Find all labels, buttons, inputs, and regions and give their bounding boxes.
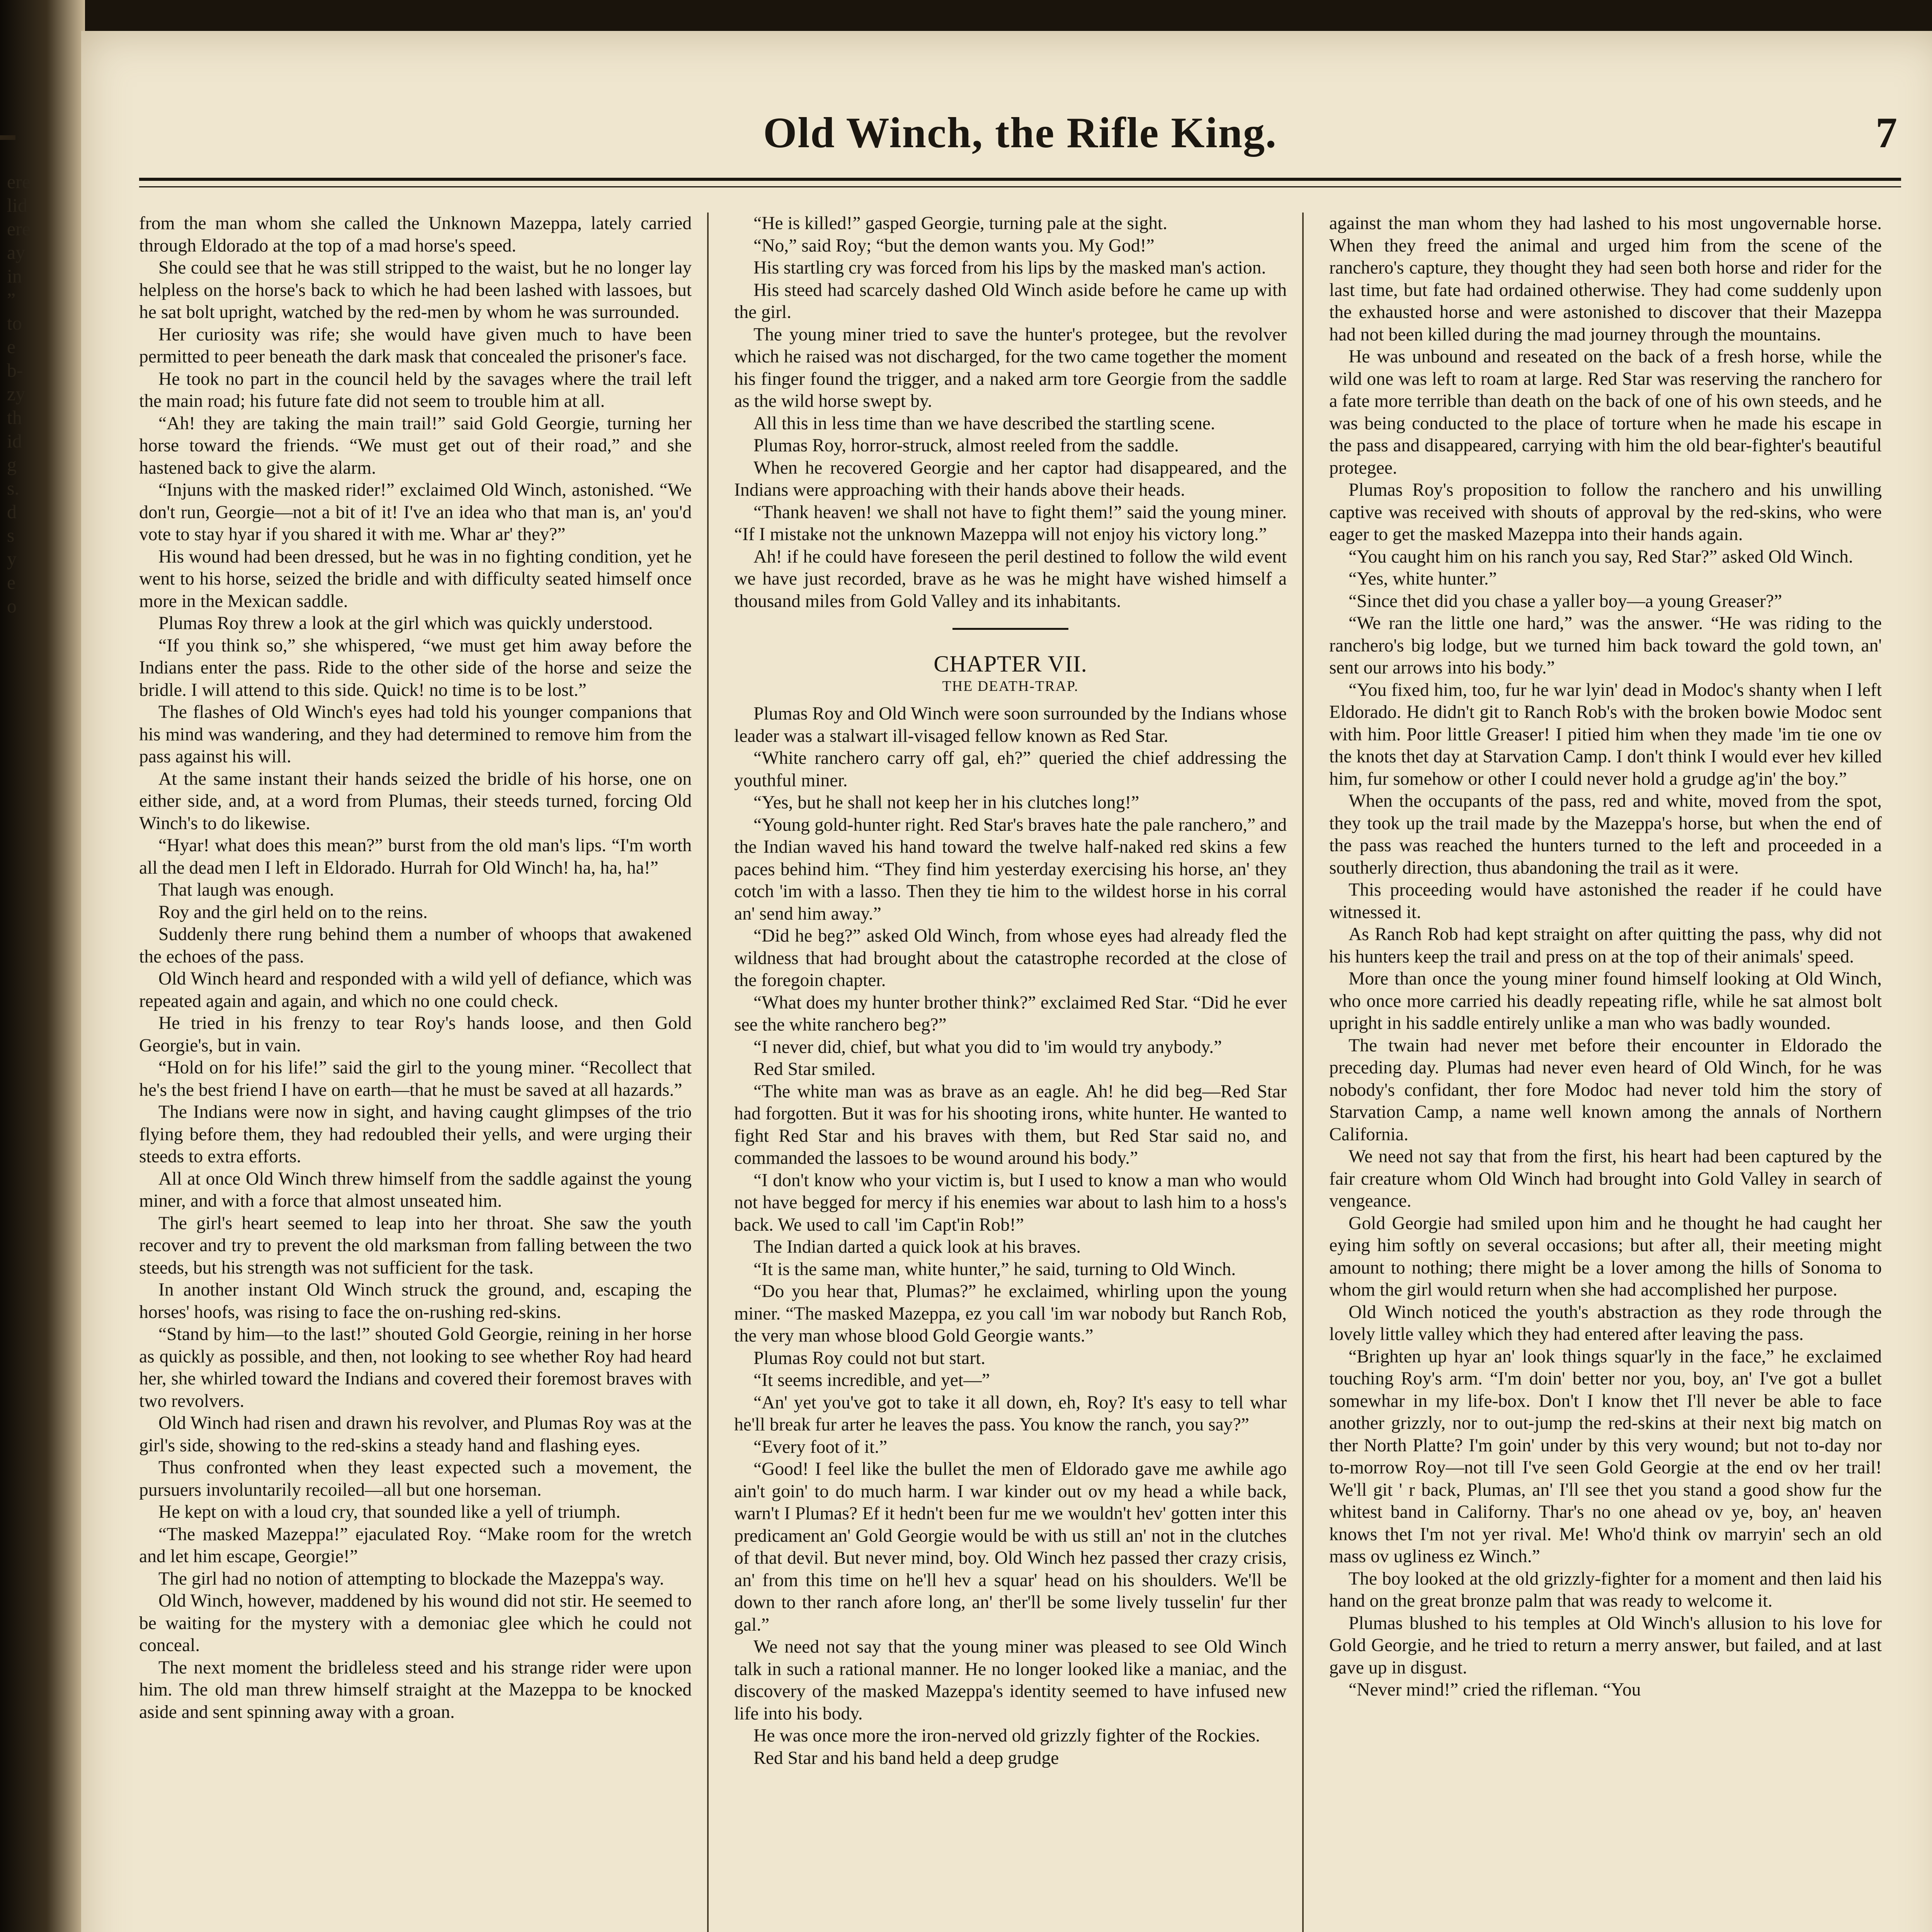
- paragraph: Gold Georgie had smiled upon him and he thought he had caught her eying him softly on several occasions; but after all, their meeting might amount to nothing; there might be a lover among the hills of Sonoma to whom the girl would return when she had accomplished her purpose.: [1329, 1213, 1882, 1300]
- paragraph: We need not say that the young miner was pleased to see Old Winch talk in such a rational manner. He no longer looked like a maniac, and the discovery of the masked Mazeppa's identity seemed to have infused new life into his body.: [734, 1637, 1287, 1724]
- paragraph: “Did he beg?” asked Old Winch, from whose eyes had already fled the wildness that had brought about the catastrophe recorded at the close of the foregoin chapter.: [734, 926, 1287, 990]
- paragraph: “No,” said Roy; “but the demon wants you. My God!”: [753, 235, 1155, 256]
- paragraph: The Indian darted a quick look at his braves.: [753, 1237, 1081, 1257]
- paragraph: More than once the young miner found himself looking at Old Winch, who once more carried his deadly repeating rifle, while he sat almost bolt upright in his saddle entirely unlike a man who was badly wounded.: [1329, 969, 1882, 1033]
- paragraph: “Hold on for his life!” said the girl to the young miner. “Recollect that he's the best friend I have on earth—that he must be saved at all hazards.”: [139, 1058, 692, 1100]
- header-rule: [139, 178, 1901, 187]
- page-number: 7: [1876, 109, 1897, 157]
- paragraph: The flashes of Old Winch's eyes had told his younger companions that his mind was wandering, and they had determined to remove him from the pass against his will.: [139, 702, 692, 767]
- paragraph: When he recovered Georgie and her captor had disappeared, and the Indians were approaching with their hands above their heads.: [734, 457, 1287, 500]
- left-page-fragment: to: [7, 312, 22, 334]
- paragraph: The twain had never met before their encounter in Eldorado the preceding day. Plumas had never even heard of Old Winch, for he was nobody's confidant, ther fore Modoc had never told him the story of Starvation Camp, a name well known among the annals of Northern California.: [1329, 1035, 1882, 1145]
- column-rule: [1302, 213, 1304, 1932]
- paragraph: “Hyar! what does this mean?” burst from the old man's lips. “I'm worth all the dead men I left in Eldorado. Hurrah for Old Winch! ha, ha, ha!”: [139, 835, 692, 878]
- text-column-3: [1329, 213, 1882, 1932]
- left-page-fragment: b-: [7, 359, 23, 381]
- left-page-fragment: e: [7, 336, 16, 357]
- paragraph: Old Winch had risen and drawn his revolver, and Plumas Roy was at the girl's side, showing to the red-skins a steady hand and flashing eyes.: [139, 1413, 692, 1456]
- paragraph: “I never did, chief, but what you did to 'im would try anybody.”: [753, 1037, 1222, 1057]
- paragraph: He was unbound and reseated on the back of a fresh horse, while the wild one was left to roam at large. Red Star was reserving the ranchero for a fate more terrible than death on the back of one of his own steeds, and he was being conducted to the place of torture when he made his escape in the pass and disappeared, carrying with him the old bear-fighter's beautiful protegee.: [1329, 347, 1882, 478]
- paragraph: Old Winch noticed the youth's abstraction as they rode through the lovely little valley which they had entered after leaving the pass.: [1329, 1302, 1882, 1344]
- paragraph: The young miner tried to save the hunter's protegee, but the revolver which he raised was not discharged, for the two came together the moment his finger found the trigger, and a naked arm tore Georgie from the saddle as the wild horse swept by.: [734, 324, 1287, 411]
- paragraph: Suddenly there rung behind them a number of whoops that awakened the echoes of the pass.: [139, 924, 692, 967]
- paragraph: “You fixed him, too, fur he war lyin' dead in Modoc's shanty when I left Eldorado. He didn't git to Ranch Rob's with the broken bowie Modoc sent with him. Poor little Greaser! I pitied him when they made 'im tie one ov the knots thet day at Starvation Camp. I don't think I would ever hev killed him, fur somehow or other I could never hold a grudge ag'in' the boy.”: [1329, 680, 1882, 789]
- text-column-1: [139, 213, 692, 1932]
- paragraph: Plumas Roy, horror-struck, almost reeled from the saddle.: [753, 435, 1179, 456]
- paragraph: Ah! if he could have foreseen the peril destined to follow the wild event we have just recorded, brave as he was he might have wished himself a thousand miles from Gold Valley and its inhabitants.: [734, 546, 1287, 611]
- paragraph: The next moment the bridleless steed and his strange rider were upon him. The old man threw himself straight at the Mazeppa to be knocked aside and sent spinning away with a groan.: [139, 1657, 692, 1722]
- paragraph: That laugh was enough.: [158, 880, 334, 900]
- paragraph: “Thank heaven! we shall not have to fight them!” said the young miner. “If I mistake not the unknown Mazeppa will not enjoy his victory long.”: [734, 502, 1287, 544]
- paragraph: against the man whom they had lashed to his most ungovernable horse. When they freed the animal and urged him from the scene of the ranchero's capture, they thought they had seen both horse and rider for the last time, but fate had ordained otherwise. They had come suddenly upon the exhausted horse and were astonished to discover that their Mazeppa had not been killed during the mad journey through the mountains.: [1329, 213, 1882, 345]
- column-2-chapter-paragraphs: [734, 703, 1287, 1769]
- left-page-fragment: id: [7, 430, 22, 452]
- paragraph: Plumas Roy threw a look at the girl which was quickly understood.: [158, 613, 653, 633]
- paragraph: “I don't know who your victim is, but I used to know a man who would not have begged for mercy if his enemies war about to lash him to a hoss's back. We used to call 'im Capt'in Rob!”: [734, 1170, 1287, 1235]
- paragraph: Her curiosity was rife; she would have given much to have been permitted to peer beneath the dark mask that concealed the prisoner's face.: [139, 324, 692, 367]
- paragraph: The girl's heart seemed to leap into her throat. She saw the youth recover and try to prevent the old marksman from falling between the two steeds, but his strength was not sufficient for the task.: [139, 1213, 692, 1278]
- left-page-fragment: th: [7, 406, 22, 428]
- paragraph: “We ran the little one hard,” was the answer. “He was riding to the ranchero's big lodge, but we turned him back toward the gold town, an' sent our arrows into his body.”: [1329, 613, 1882, 678]
- paragraph: “If you think so,” she whispered, “we must get him away before the Indians enter the pass. Ride to the other side of the horse and seize the bridle. I will attend to this side. Quick! no time is to be lost.”: [139, 635, 692, 700]
- paragraph: “Do you hear that, Plumas?” he exclaimed, whirling upon the young miner. “The masked Mazeppa, ez you call 'im war nobody but Ranch Rob, the very man whose blood Gold Georgie wants.”: [734, 1281, 1287, 1346]
- left-page-fragment: e: [7, 571, 16, 593]
- left-page-fragment: zy: [7, 383, 26, 405]
- paragraph: “Ah! they are taking the main trail!” said Gold Georgie, turning her horse toward the friends. “We must get out of their road,” and she hastened back to give the alarm.: [139, 413, 692, 478]
- paragraph: He tried in his frenzy to tear Roy's hands loose, and then Gold Georgie's, but in vain.: [139, 1013, 692, 1056]
- paragraph: Red Star smiled.: [753, 1059, 876, 1079]
- paragraph: His wound had been dressed, but he was in no fighting condition, yet he went to his horse, seized the bridle and with difficulty seated himself once more in the Mexican saddle.: [139, 546, 692, 611]
- page-sheet: [81, 31, 1932, 1932]
- chapter-separator: [952, 628, 1068, 630]
- paragraph: “Since thet did you chase a yaller boy—a young Greaser?”: [1349, 591, 1782, 611]
- paragraph: The Indians were now in sight, and having caught glimpses of the trio flying before them, they had redoubled their yells, and were urging their steeds to extra efforts.: [139, 1102, 692, 1167]
- column-2-paragraphs: [734, 213, 1287, 612]
- paragraph: Thus confronted when they least expected such a movement, the pursuers involuntarily recoiled—all but one horseman.: [139, 1458, 692, 1500]
- left-page-rule-fragment: [0, 135, 15, 140]
- chapter-title: CHAPTER VII.: [934, 651, 1087, 677]
- paragraph: “Yes, white hunter.”: [1349, 569, 1497, 589]
- paragraph: His steed had scarcely dashed Old Winch aside before he came up with the girl.: [734, 280, 1287, 322]
- paragraph: All at once Old Winch threw himself from the saddle against the young miner, and with a force that almost unseated him.: [139, 1168, 692, 1211]
- left-page-fragment: ”: [7, 289, 16, 310]
- running-title: Old Winch, the Rifle King.: [763, 109, 1277, 157]
- paragraph: “The masked Mazeppa!” ejaculated Roy. “Make room for the wretch and let him escape, Georgie!”: [139, 1524, 692, 1566]
- paragraph: She could see that he was still stripped to the waist, but he no longer lay helpless on the horse's back to which he had been lashed with lassoes, but he sat bolt upright, watched by the red-men by whom he was surrounded.: [139, 258, 692, 322]
- left-page-fragment: in: [7, 265, 22, 287]
- paragraph: “Brighten up hyar an' look things squar'ly in the face,” he exclaimed touching Roy's arm. “I'm doin' better nor you, boy, an' I've got a bullet somewhar in my life-box. Don't I know thet I'll never be able to face another grizzly, nor to out-jump the red-skins at their next big match on ther North Platte? I'm goin' under by this very wound; but not to-day nor to-morrow Roy—not till I've seen Gold Georgie at the end ov her trail! We'll git ' r back, Plumas, an' I'll see thet you stand a good show fur the whitest band in Californy. Thar's no one ahead ov ye, boy, an' heaven knows thet I'm not yer rival. Me! Who'd think ov marryin' sech an old mass ov ugliness ez Winch.”: [1329, 1346, 1882, 1566]
- paragraph: “White ranchero carry off gal, eh?” queried the chief addressing the youthful miner.: [734, 748, 1287, 791]
- left-page-fragment: d: [7, 501, 17, 522]
- paragraph: “It is the same man, white hunter,” he said, turning to Old Winch.: [753, 1259, 1236, 1279]
- paragraph: “Never mind!” cried the rifleman. “You: [1349, 1680, 1641, 1700]
- paragraph: Roy and the girl held on to the reins.: [158, 902, 428, 922]
- paragraph: “Good! I feel like the bullet the men of Eldorado gave me awhile ago ain't goin' to do much harm. I war kinder out ov my head a while back, warn't I Plumas? Ef it hedn't been fur me we wouldn't hev' gotten inter this predicament an' Gold Georgie would be with us still an' not in the clutches of that devil. But never mind, boy. Old Winch hez passed ther crazy crisis, an' from this time on he'll hev a squar' head on his shoulders. We'll be down to ther ranch afore long, an' ther'll be some lively tusselin' fur ther gal.”: [734, 1459, 1287, 1635]
- paragraph: He kept on with a loud cry, that sounded like a yell of triumph.: [158, 1502, 621, 1522]
- left-page-fragment: g: [7, 454, 17, 475]
- left-page-fragment: y: [7, 548, 17, 570]
- paragraph: Plumas Roy and Old Winch were soon surrounded by the Indians whose leader was a stalwart ill-visaged fellow known as Red Star.: [734, 704, 1287, 746]
- paragraph: All this in less time than we have described the startling scene.: [753, 413, 1215, 434]
- left-page-fragment: s: [7, 524, 15, 546]
- paragraph: “He is killed!” gasped Georgie, turning pale at the sight.: [753, 213, 1167, 233]
- paragraph: When the occupants of the pass, red and white, moved from the spot, they took up the trail made by the Mazeppa's horse, but when the end of the pass was reached the hunters turned to the left and proceeded in a southerly direction, thus abandoning the trail as it were.: [1329, 791, 1882, 878]
- paragraph: “Every foot of it.”: [753, 1437, 888, 1457]
- paragraph: Plumas Roy's proposition to follow the ranchero and his unwilling captive was received with shouts of approval by the red-skins, who were eager to get the masked Mazeppa into their hands again.: [1329, 480, 1882, 544]
- paragraph: He was once more the iron-nerved old grizzly fighter of the Rockies.: [753, 1726, 1260, 1746]
- left-page-text-fragments: [7, 170, 73, 618]
- paragraph: from the man whom she called the Unknown Mazeppa, lately carried through Eldorado at the top of a mad horse's speed.: [139, 213, 692, 256]
- paragraph: Old Winch, however, maddened by his wound did not stir. He seemed to be waiting for the mystery with a demoniac glee which he could not conceal.: [139, 1591, 692, 1655]
- paragraph: Plumas blushed to his temples at Old Winch's allusion to his love for Gold Georgie, and he tried to return a merry answer, but failed, and at last gave up in disgust.: [1329, 1613, 1882, 1678]
- chapter-subtitle: THE DEATH-TRAP.: [942, 678, 1079, 694]
- left-page-fragment: ay: [7, 242, 26, 263]
- paragraph: This proceeding would have astonished the reader if he could have witnessed it.: [1329, 880, 1882, 922]
- paragraph: “You caught him on his ranch you say, Red Star?” asked Old Winch.: [1349, 546, 1853, 567]
- left-page-fragment: lid: [7, 194, 27, 216]
- paragraph: At the same instant their hands seized the bridle of his horse, one on either side, and, at a word from Plumas, their steeds turned, forcing Old Winch's to do likewise.: [139, 769, 692, 833]
- page-header: [139, 108, 1901, 182]
- left-page-fragment: s.: [7, 477, 19, 499]
- paragraph: As Ranch Rob had kept straight on after quitting the pass, why did not his hunters keep the trail and press on at the top of their animals' speed.: [1329, 924, 1882, 967]
- left-page-fragment: ere: [7, 218, 31, 240]
- left-page-fragment: ere: [7, 171, 31, 192]
- paragraph: The girl had no notion of attempting to blockade the Mazeppa's way.: [158, 1568, 664, 1589]
- paragraph: “What does my hunter brother think?” exclaimed Red Star. “Did he ever see the white ranchero beg?”: [734, 992, 1287, 1035]
- text-column-2: [734, 213, 1287, 1932]
- paragraph: Red Star and his band held a deep grudge: [753, 1748, 1059, 1768]
- paragraph: “Stand by him—to the last!” shouted Gold Georgie, reining in her horse as quickly as possible, and then, not looking to see whether Roy had heard her, she whirled toward the Indians and covered their foremost braves with two revolvers.: [139, 1324, 692, 1411]
- paragraph: His startling cry was forced from his lips by the masked man's action.: [753, 258, 1266, 278]
- paragraph: “Injuns with the masked rider!” exclaimed Old Winch, astonished. “We don't run, Georgie—not a bit of it! I've an idea who that man is, an' you'd vote to stay hyar if you shared it with me. Whar ar' they?”: [139, 480, 692, 544]
- paragraph: We need not say that from the first, his heart had been captured by the fair creature whom Old Winch had brought into Gold Valley in search of vengeance.: [1329, 1146, 1882, 1211]
- paragraph: In another instant Old Winch struck the ground, and, escaping the horses' hoofs, was rising to face the on-rushing red-skins.: [139, 1280, 692, 1322]
- paragraph: “The white man was as brave as an eagle. Ah! he did beg—Red Star had forgotten. But it was for his shooting irons, white hunter. He wanted to fight Red Star and his braves with them, but Red Star said no, and commanded the lassoes to be wound around his body.”: [734, 1081, 1287, 1168]
- paragraph: “Yes, but he shall not keep her in his clutches long!”: [753, 793, 1139, 813]
- paragraph: Plumas Roy could not but start.: [753, 1348, 986, 1368]
- paragraph: “An' yet you've got to take it all down, eh, Roy? It's easy to tell whar he'll break fur arter he leaves the pass. You know the ranch, you say?”: [734, 1392, 1287, 1435]
- paragraph: He took no part in the council held by the savages where the trail left the main road; his future fate did not seem to trouble him at all.: [139, 369, 692, 411]
- paragraph: “Young gold-hunter right. Red Star's braves hate the pale ranchero,” and the Indian waved his hand toward the twelve half-naked red skins a few paces behind him. “They find him yesterday exercising his horse, an' they cotch 'im with a lasso. Then they tie him to the wildest horse in his corral an' send him away.”: [734, 815, 1287, 924]
- paragraph: The boy looked at the old grizzly-fighter for a moment and then laid his hand on the great bronze palm that was ready to welcome it.: [1329, 1568, 1882, 1611]
- left-page-fragment: o: [7, 595, 17, 617]
- paragraph: Old Winch heard and responded with a wild yell of defiance, which was repeated again and again, and which no one could check.: [139, 969, 692, 1011]
- column-rule: [707, 213, 709, 1932]
- paragraph: “It seems incredible, and yet—”: [753, 1370, 990, 1390]
